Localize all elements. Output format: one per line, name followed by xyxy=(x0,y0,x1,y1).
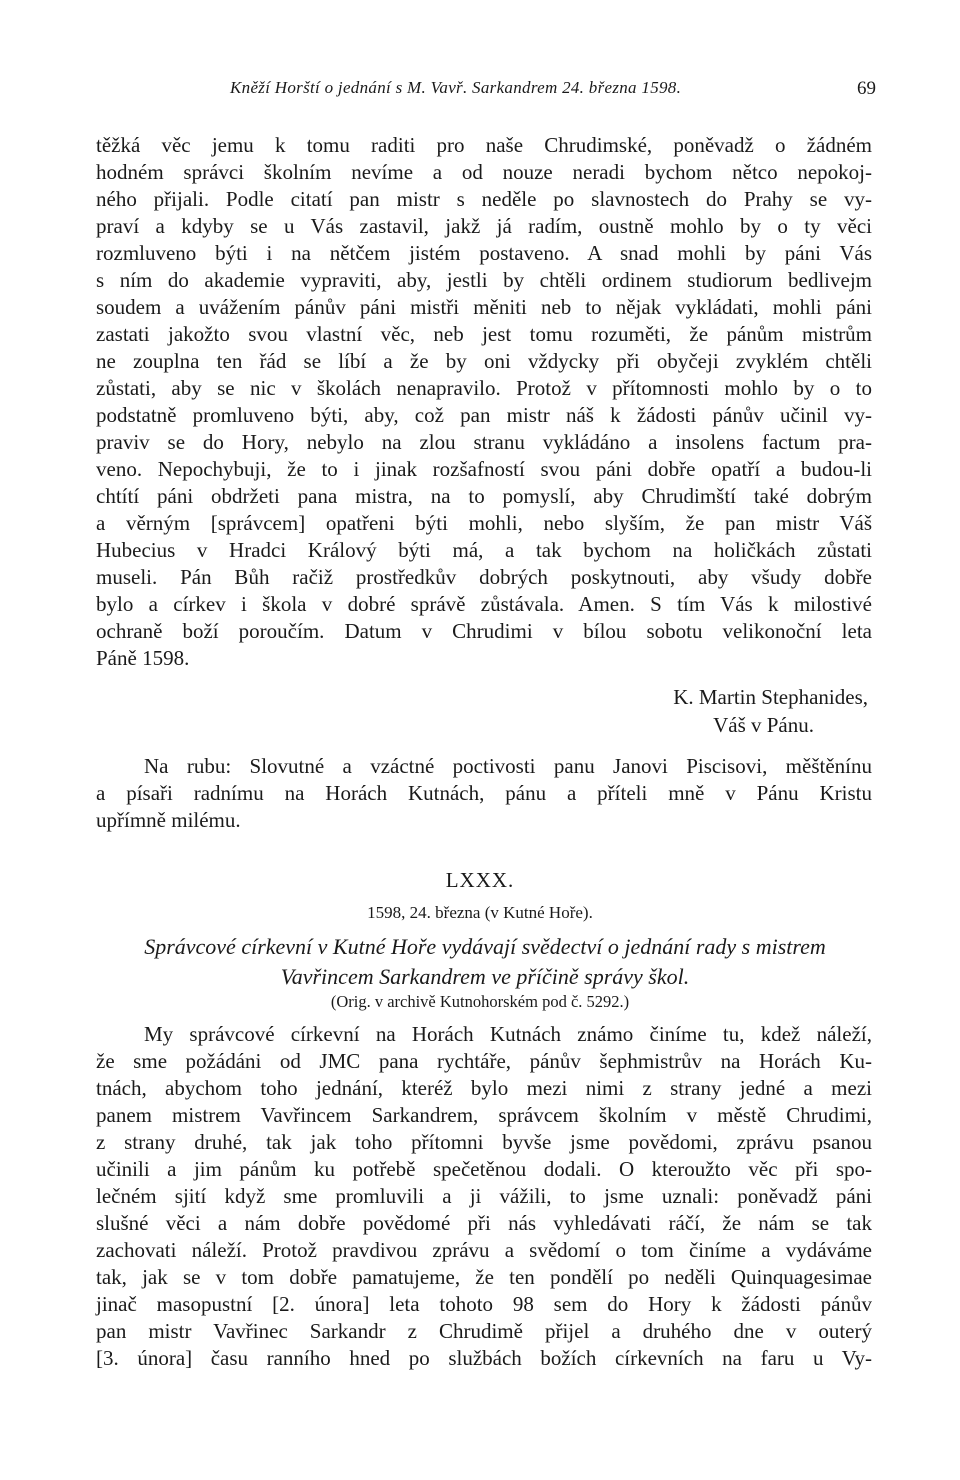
text-line: lečném sjití když sme promluvili a ji vážili, to jsme uznali: poněvadž páni xyxy=(96,1184,872,1208)
text-line: rozmluveno býti i na nětčem jistém postaveno. A snad mohli by páni Vás xyxy=(96,241,872,265)
text-line: z strany druhé, tak jak toho přítomni byvše jsme povědomi, zprávu psanou xyxy=(96,1130,872,1154)
text-line: těžká věc jemu k tomu raditi pro naše Chrudimské, poněvadž o žádném xyxy=(96,133,872,157)
text-line: hodném správci školním nevíme a od nouze neradi bychom nětco nepokoj- xyxy=(96,160,872,184)
text-line: tak, jak se v tom dobře pamatujeme, že ten pondělí po neděli Quinquagesimae xyxy=(96,1265,872,1289)
text-line: s ním do akademie vypraviti, aby, jestli by chtěli ordinem studiorum bedlivejm xyxy=(96,268,872,292)
text-line: podstatně promluveno býti, aby, což pan mistr náš k žádosti pánův učinil vy- xyxy=(96,403,872,427)
text-line: zůstati, aby se nic v školách nenapravilo. Protož v přítomnosti mohlo by o to xyxy=(96,376,872,400)
text-line: a písaři radnímu na Horách Kutnách, pánu a příteli mně v Pánu Kristu xyxy=(96,781,872,805)
text-line: chtítí páni obdržeti pana mistra, na to pomyslí, aby Chrudimští také dobrým xyxy=(96,484,872,508)
heading-line: Správcové církevní v Kutné Hoře vydávají svědectví o jednání rady s mistrem xyxy=(144,934,826,959)
text-line: jinač masopustní [2. února] leta tohoto 98 sem do Hory k žádosti pánův xyxy=(96,1292,872,1316)
text-line: soudem a uvážením pánův páni mistři měniti neb to nějak vykládati, mohli páni xyxy=(96,295,872,319)
document-heading xyxy=(90,932,880,992)
text-line: upřímně milému. xyxy=(96,808,241,832)
document-number: LXXX. xyxy=(445,868,515,892)
signature-name: K. Martin Stephanides, xyxy=(673,685,868,709)
text-line: praviv se do Hory, nebylo na zlou stranu vykládáno a insolens factum pra- xyxy=(96,430,872,454)
text-line: učinili a jim pánům ku potřebě spečetěnou dodali. O kteroužto věc při spo- xyxy=(96,1157,872,1181)
heading-line: Vavřincem Sarkandrem ve příčině správy škol. xyxy=(280,964,690,989)
text-line: zachovati náleží. Protož pravdivou zprávu a svědomí o tom činíme a vydáváme xyxy=(96,1238,872,1262)
letter-signature xyxy=(96,683,872,739)
signature-closing: Váš v Pánu. xyxy=(713,713,814,737)
text-line: zastati jakožto svou vlastní věc, neb jest tomu rozuměti, že pánům mistrům xyxy=(96,322,872,346)
text-line: Na rubu: Slovutné a vzáctné poctivosti panu Janovi Piscisovi, měštěnínu xyxy=(144,754,872,778)
text-line: ne zouplna ten řád se líbí a že by oni vždycky při obyčeji zvyklém chtěli xyxy=(96,349,872,373)
text-line: ného přijali. Podle citatí pan mistr s neděle po slavnostech do Prahy se vy- xyxy=(96,187,872,211)
text-line: Hubecius v Hradci Králový býti má, a tak bychom na holičkách zůstati xyxy=(96,538,872,562)
text-line: že sme požádáni od JMC pana rychtáře, pánův šephmistrův na Horách Ku- xyxy=(96,1049,872,1073)
running-head xyxy=(96,78,876,108)
text-line: tnách, abychom toho jednání, kteréž bylo mezi nimi z strany jedné a mezi xyxy=(96,1076,872,1100)
text-line: ochraně boží poroučím. Datum v Chrudimi v bílou sobotu velikonoční leta xyxy=(96,619,872,643)
text-line: panem mistrem Vavřincem Sarkandrem, správcem školním v městě Chrudimi, xyxy=(96,1103,872,1127)
text-line: praví a kdyby se u Vás zastavil, jakž já radím, oustně mohlo by o ty věci xyxy=(96,214,872,238)
text-line: Páně 1598. xyxy=(96,646,190,670)
text-line: museli. Pán Bůh račiž prostředkův dobrých poskytnouti, aby všudy dobře xyxy=(96,565,872,589)
running-title: Kněží Horští o jednání s M. Vavř. Sarkandrem 24. března 1598. xyxy=(230,78,682,97)
document-body xyxy=(96,1021,872,1372)
text-line: slušné věci a nám dobře povědomé při nás vyhledávati ráčí, že nám se tak xyxy=(96,1211,872,1235)
text-line: pan mistr Vavřinec Sarkandr z Chrudimě přijel a druhého dne v outerý xyxy=(96,1319,872,1343)
text-line: bylo a církev i škola v dobré správě zůstávala. Amen. S tím Vás k milostivé xyxy=(96,592,872,616)
document-date-place: 1598, 24. března (v Kutné Hoře). xyxy=(367,903,593,922)
document-source-note: (Orig. v archivě Kutnohorském pod č. 5292.) xyxy=(330,992,630,1011)
text-line: My správcové církevní na Horách Kutnách známo činíme tu, kdež náleží, xyxy=(144,1022,872,1046)
page-number: 69 xyxy=(857,78,876,99)
address-note xyxy=(96,753,872,834)
letter-body xyxy=(96,132,872,672)
text-line: a věrným [správcem] opatřeni býti mohli, nebo slyším, že pan mistr Váš xyxy=(96,511,872,535)
text-line: veno. Nepochybuji, že to i jinak rozšafností svou páni dobře opatří a budou-li xyxy=(96,457,872,481)
text-line: [3. února] času ranního hned po službách božích církevních na faru u Vy- xyxy=(96,1346,872,1370)
